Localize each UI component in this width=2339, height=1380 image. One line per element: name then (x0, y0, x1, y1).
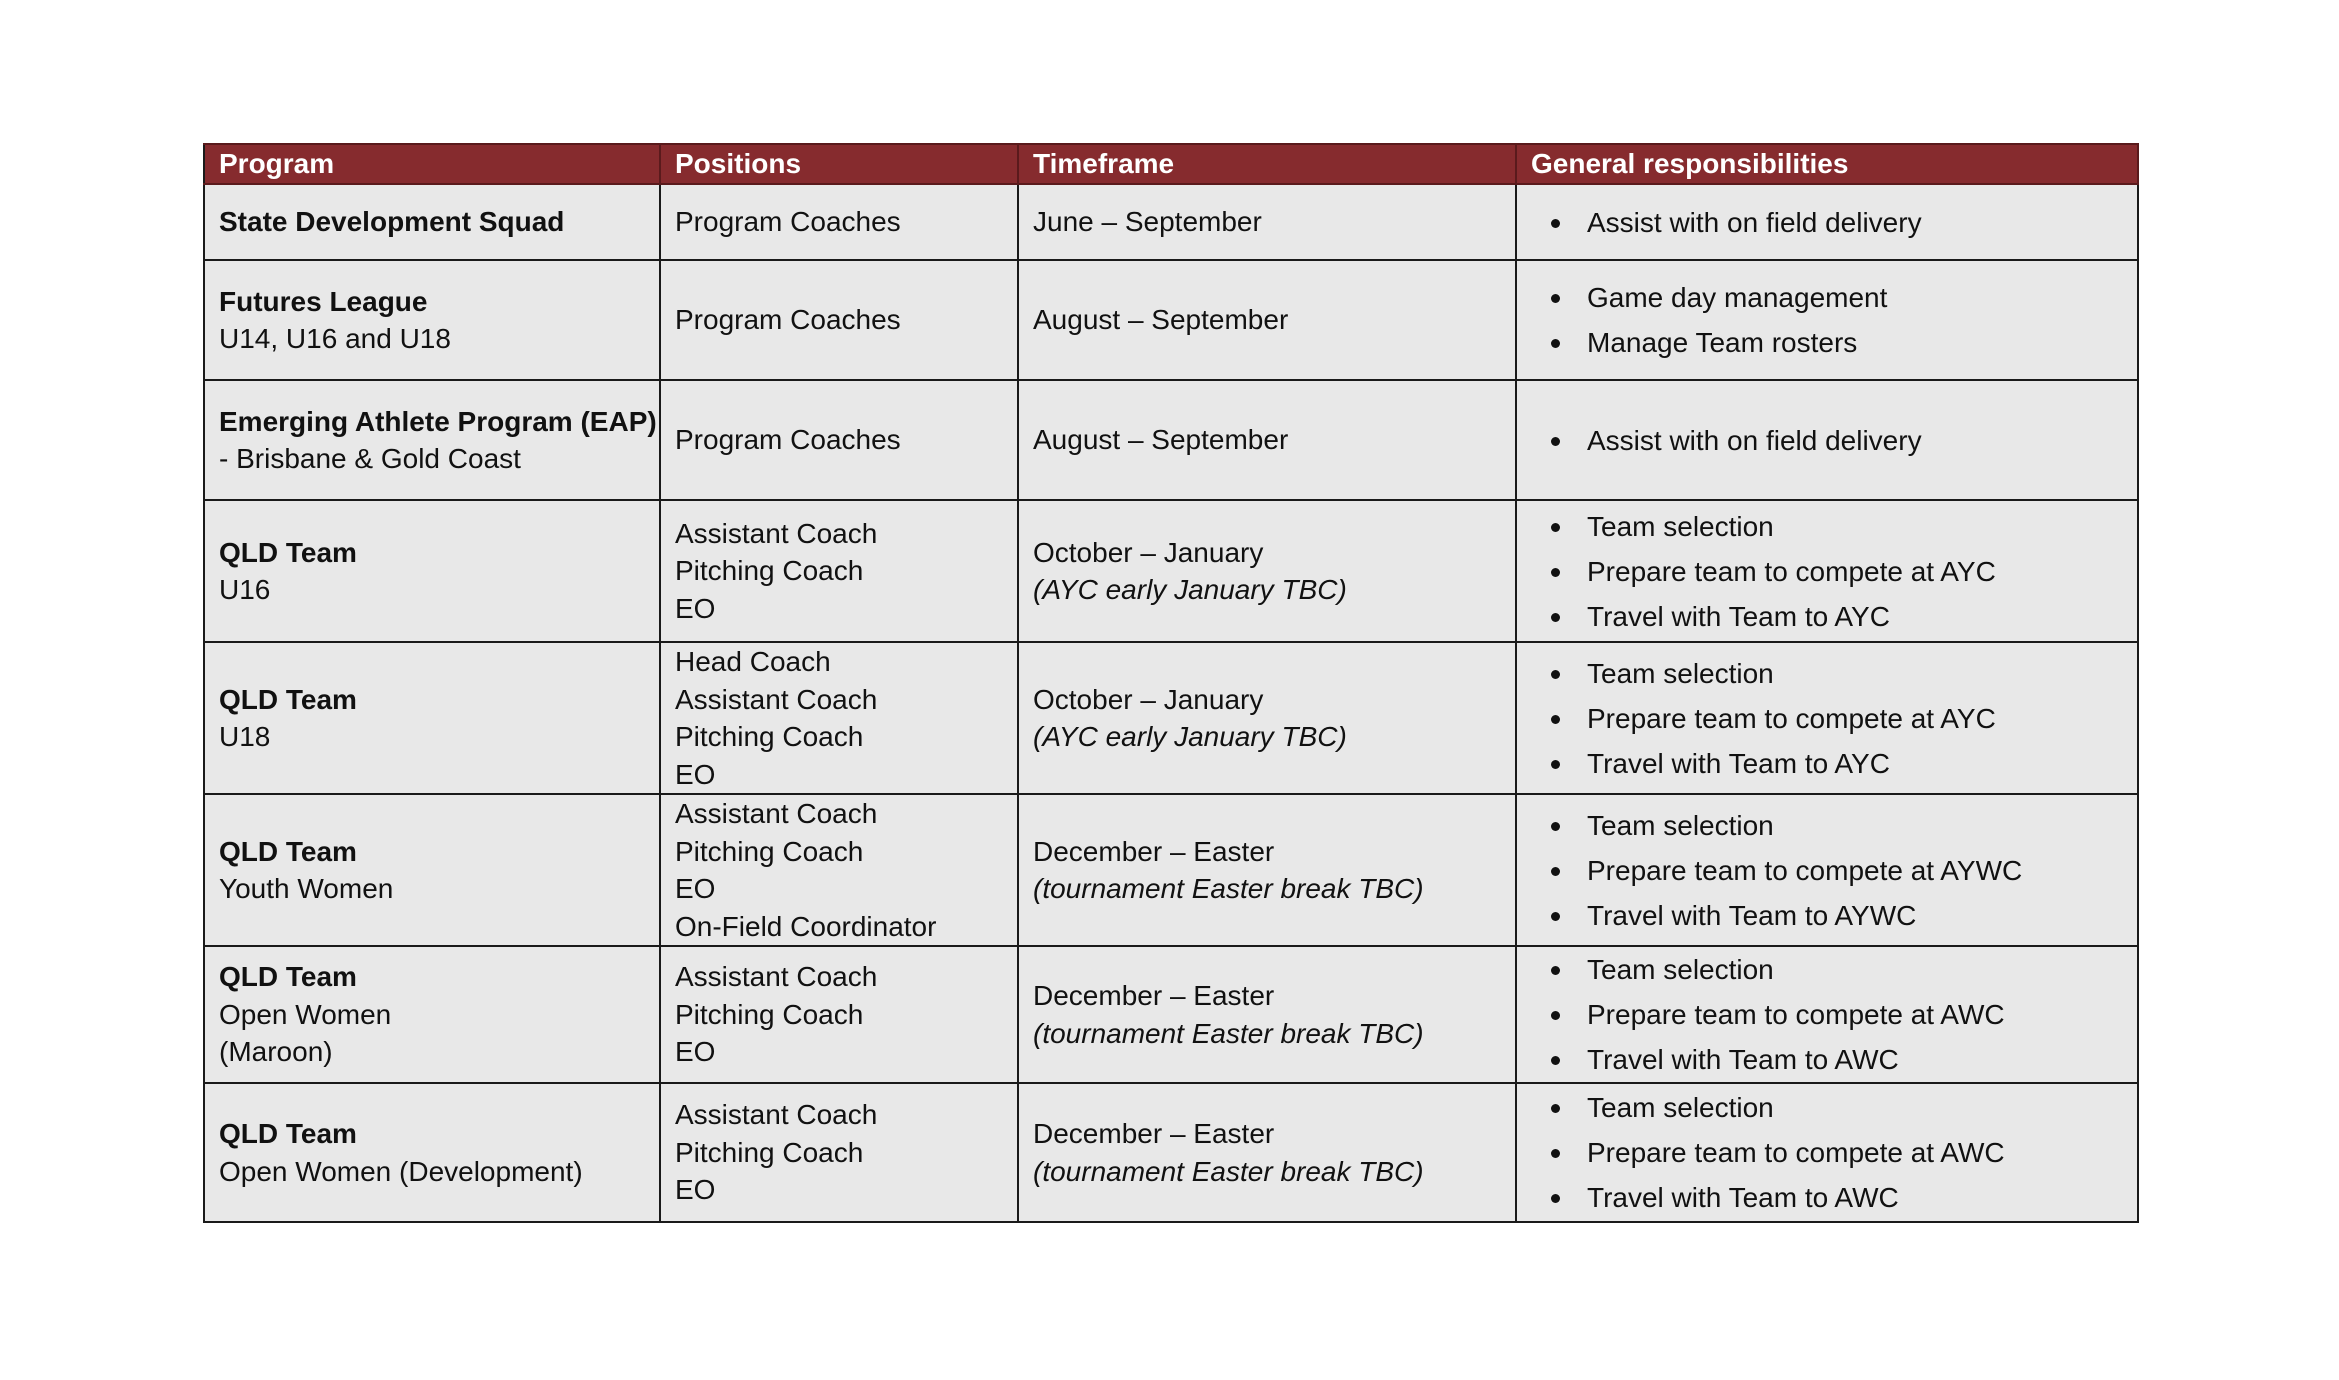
responsibilities-cell (1516, 184, 2138, 260)
position-item: Assistant Coach (675, 1099, 878, 1131)
program-detail: - Brisbane & Gold Coast (219, 443, 521, 474)
position-item: Assistant Coach (675, 798, 878, 829)
responsibility-item: Travel with Team to AYWC (1557, 893, 2123, 938)
program-cell (204, 1083, 660, 1222)
program-roles-table (203, 143, 2139, 1223)
position-item: Pitching Coach (675, 835, 864, 867)
program-name: Futures League (219, 285, 428, 317)
responsibilities-list (1531, 1085, 2123, 1220)
timeframe-cell (1018, 946, 1516, 1083)
table-header-row (204, 144, 2138, 184)
responsibility-item: Travel with Team to AYC (1557, 594, 2123, 639)
responsibility-item: Assist with on field delivery (1557, 418, 2123, 463)
timeframe-range: December – Easter (1033, 980, 1275, 1011)
position-item: EO (675, 1174, 716, 1206)
table-row (204, 184, 2138, 260)
timeframe-range: December – Easter (1033, 1118, 1275, 1149)
positions-cell (660, 642, 1018, 794)
positions-cell (660, 500, 1018, 642)
timeframe-cell (1018, 1083, 1516, 1222)
position-item: Pitching Coach (675, 721, 864, 752)
position-item: Program Coaches (675, 304, 901, 336)
positions-cell (660, 380, 1018, 500)
responsibilities-list (1531, 803, 2123, 938)
program-cell (204, 380, 660, 500)
responsibilities-list (1531, 418, 2123, 463)
responsibility-item: Prepare team to compete at AYC (1557, 549, 2123, 594)
timeframe-note: (tournament Easter break TBC) (1033, 1017, 1424, 1049)
timeframe-note: (AYC early January TBC) (1033, 721, 1347, 752)
position-item: EO (675, 1036, 716, 1068)
table-row (204, 260, 2138, 380)
program-detail: Open Women (Development) (219, 1155, 583, 1187)
responsibility-item: Assist with on field delivery (1557, 200, 2123, 245)
table-row (204, 642, 2138, 794)
position-item: Assistant Coach (675, 683, 878, 715)
responsibility-item: Travel with Team to AWC (1557, 1037, 2123, 1082)
positions-cell (660, 946, 1018, 1083)
position-item: On-Field Coordinator (675, 910, 937, 942)
timeframe-range: October – January (1033, 536, 1264, 568)
program-detail: Open Women (219, 998, 392, 1030)
position-item: EO (675, 758, 716, 790)
responsibilities-cell (1516, 946, 2138, 1083)
header-positions: Positions (660, 144, 1018, 184)
position-item: EO (675, 873, 716, 904)
program-detail: Youth Women (219, 873, 394, 904)
timeframe-cell (1018, 794, 1516, 946)
program-name: QLD Team (219, 961, 357, 993)
timeframe-range: December – Easter (1033, 835, 1275, 867)
table-row (204, 1083, 2138, 1222)
program-name: QLD Team (219, 683, 357, 715)
timeframe-note: (AYC early January TBC) (1033, 574, 1347, 605)
responsibilities-cell (1516, 380, 2138, 500)
positions-cell (660, 184, 1018, 260)
responsibility-item: Game day management (1557, 275, 2123, 320)
program-cell (204, 642, 660, 794)
program-cell (204, 260, 660, 380)
position-item: Program Coaches (675, 424, 901, 456)
program-name: Emerging Athlete Program (EAP) (219, 405, 657, 437)
responsibility-item: Team selection (1557, 504, 2123, 549)
position-item: Pitching Coach (675, 998, 864, 1030)
program-name: QLD Team (219, 536, 357, 568)
position-item: Assistant Coach (675, 961, 878, 993)
program-cell (204, 184, 660, 260)
positions-cell (660, 1083, 1018, 1222)
responsibility-item: Team selection (1557, 651, 2123, 696)
program-name: QLD Team (219, 1118, 357, 1149)
table-row (204, 500, 2138, 642)
timeframe-cell (1018, 184, 1516, 260)
timeframe-range: October – January (1033, 683, 1264, 715)
position-item: EO (675, 592, 716, 624)
timeframe-cell (1018, 260, 1516, 380)
responsibility-item: Prepare team to compete at AYC (1557, 696, 2123, 741)
responsibility-item: Manage Team rosters (1557, 320, 2123, 365)
responsibilities-list (1531, 651, 2123, 786)
responsibilities-list (1531, 200, 2123, 245)
responsibilities-cell (1516, 500, 2138, 642)
responsibilities-cell (1516, 260, 2138, 380)
program-detail: U16 (219, 574, 271, 605)
responsibility-item: Team selection (1557, 1085, 2123, 1130)
timeframe-range: August – September (1033, 424, 1289, 456)
position-item: Head Coach (675, 646, 831, 677)
program-detail: U18 (219, 721, 271, 752)
timeframe-range: June – September (1033, 206, 1262, 238)
program-name: QLD Team (219, 835, 357, 867)
position-item: Pitching Coach (675, 1136, 864, 1168)
position-item: Assistant Coach (675, 517, 878, 549)
table-row (204, 794, 2138, 946)
program-detail: (Maroon) (219, 1036, 333, 1068)
timeframe-note: (tournament Easter break TBC) (1033, 1155, 1424, 1187)
program-name: State Development Squad (219, 206, 565, 238)
table-row (204, 946, 2138, 1083)
responsibility-item: Team selection (1557, 947, 2123, 992)
table-row (204, 380, 2138, 500)
responsibility-item: Team selection (1557, 803, 2123, 848)
header-program: Program (204, 144, 660, 184)
timeframe-cell (1018, 642, 1516, 794)
responsibility-item: Prepare team to compete at AWC (1557, 992, 2123, 1037)
timeframe-cell (1018, 500, 1516, 642)
responsibilities-list (1531, 275, 2123, 365)
position-item: Pitching Coach (675, 555, 864, 587)
program-cell (204, 794, 660, 946)
timeframe-range: August – September (1033, 304, 1289, 336)
responsibility-item: Prepare team to compete at AWC (1557, 1130, 2123, 1175)
timeframe-note: (tournament Easter break TBC) (1033, 873, 1424, 904)
responsibilities-cell (1516, 1083, 2138, 1222)
program-cell (204, 500, 660, 642)
responsibilities-cell (1516, 794, 2138, 946)
timeframe-cell (1018, 380, 1516, 500)
responsibility-item: Travel with Team to AYC (1557, 741, 2123, 786)
header-general-responsibilities: General responsibilities (1516, 144, 2138, 184)
responsibilities-list (1531, 947, 2123, 1082)
positions-cell (660, 794, 1018, 946)
responsibilities-list (1531, 504, 2123, 639)
program-detail: U14, U16 and U18 (219, 323, 451, 354)
responsibilities-cell (1516, 642, 2138, 794)
positions-cell (660, 260, 1018, 380)
responsibility-item: Prepare team to compete at AYWC (1557, 848, 2123, 893)
position-item: Program Coaches (675, 206, 901, 238)
program-cell (204, 946, 660, 1083)
header-timeframe: Timeframe (1018, 144, 1516, 184)
responsibility-item: Travel with Team to AWC (1557, 1175, 2123, 1220)
